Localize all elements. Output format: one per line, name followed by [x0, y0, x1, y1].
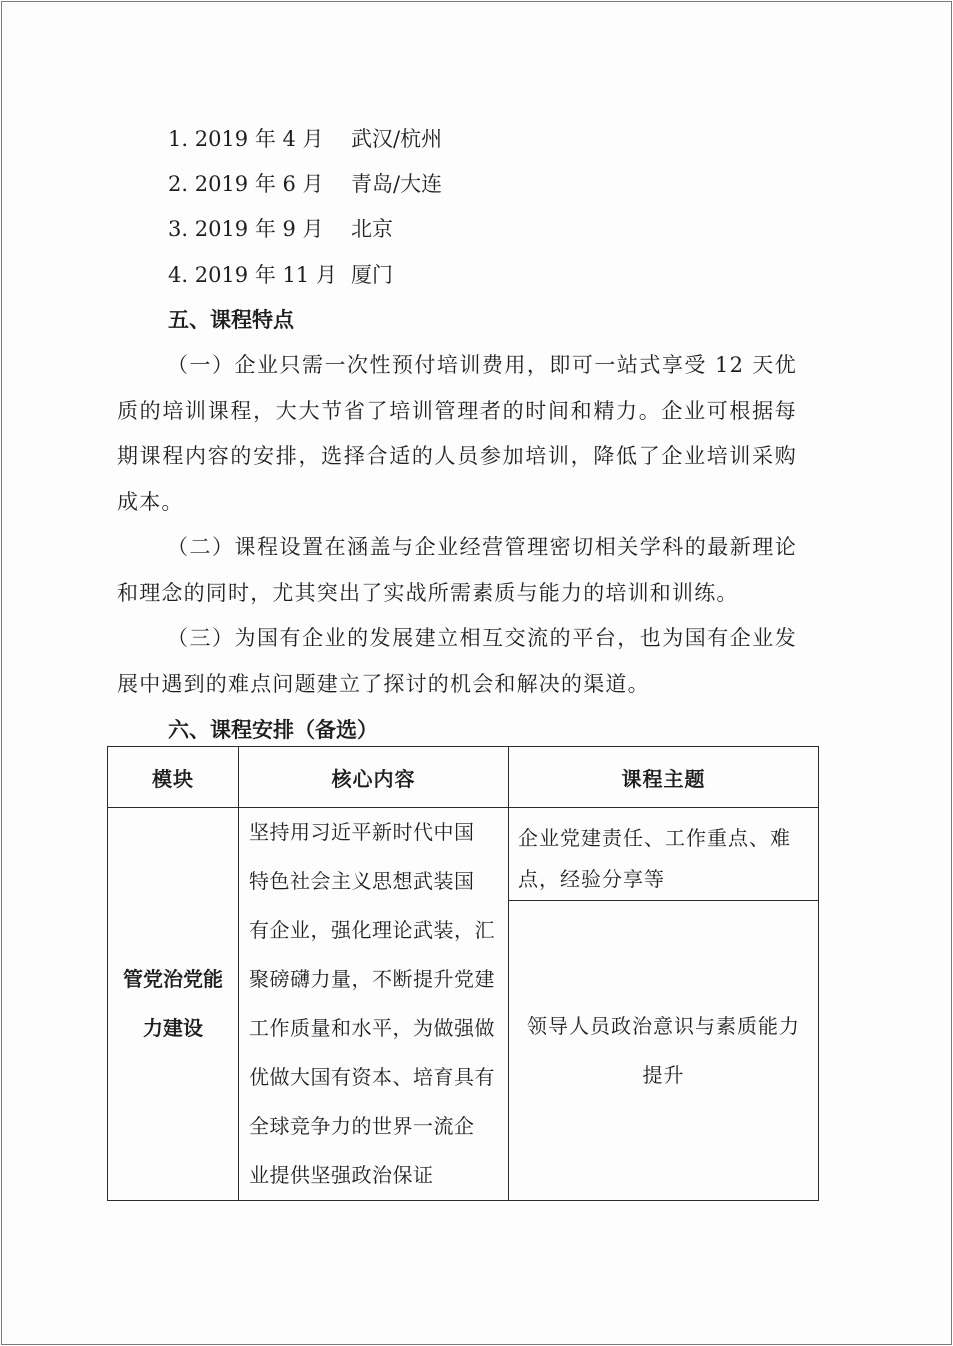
core-line: 业提供坚强政治保证	[249, 1163, 434, 1187]
section-6-heading: 六、课程安排（备选）	[168, 718, 378, 742]
schedule-item-1	[168, 124, 442, 154]
table-header-course-topic: 课程主题	[509, 747, 819, 808]
schedule-date: 3. 2019 年 9 月	[168, 217, 324, 241]
module-cell	[108, 808, 239, 1201]
course-topic-cell-2	[509, 901, 819, 1201]
topic-line: 提升	[642, 1062, 685, 1087]
schedule-item-4	[168, 260, 393, 290]
schedule-city: 北京	[351, 217, 393, 241]
schedule-city: 武汉/杭州	[351, 127, 443, 151]
core-line: 工作质量和水平，为做强做	[249, 1016, 495, 1040]
feature-paragraph-2: （二）课程设置在涵盖与企业经营管理密切相关学科的最新理论和理念的同时，尤其突出了实战所需素质与能力的培训和训练。	[117, 535, 797, 605]
schedule-city: 厦门	[351, 263, 393, 287]
core-line: 优做大国有资本、培育具有	[249, 1065, 495, 1089]
core-line: 坚持用习近平新时代中国	[249, 820, 475, 844]
schedule-date: 1. 2019 年 4 月	[168, 127, 324, 151]
table-header-core-content: 核心内容	[239, 747, 509, 808]
section-5-heading: 五、课程特点	[168, 308, 294, 332]
module-line: 管党治党能	[123, 967, 223, 991]
core-line: 聚磅礴力量，不断提升党建	[249, 967, 495, 991]
schedule-item-2	[168, 169, 442, 199]
feature-paragraph-3: （三）为国有企业的发展建立相互交流的平台，也为国有企业发展中遇到的难点问题建立了探讨的机会和解决的渠道。	[117, 626, 797, 696]
course-schedule-table	[107, 746, 819, 1201]
core-line: 特色社会主义思想武装国	[249, 869, 475, 893]
schedule-city: 青岛/大连	[351, 172, 443, 196]
course-topic-cell-1: 企业党建责任、工作重点、难点，经验分享等	[509, 808, 819, 901]
schedule-item-3	[168, 214, 393, 244]
core-content-cell	[239, 808, 509, 1201]
schedule-date: 4. 2019 年 11 月	[168, 263, 337, 287]
core-line: 有企业，强化理论武装，汇	[249, 918, 495, 942]
feature-paragraph-1: （一）企业只需一次性预付培训费用，即可一站式享受 12 天优质的培训课程，大大节省了培训管理者的时间和精力。企业可根据每期课程内容的安排，选择合适的人员参加培训，降低了企业培训采购成本。	[117, 353, 797, 514]
schedule-date: 2. 2019 年 6 月	[168, 172, 324, 196]
table-header-module: 模块	[108, 747, 239, 808]
topic-line: 领导人员政治意识与素质能力	[527, 1013, 800, 1038]
module-line: 力建设	[143, 1016, 203, 1040]
core-line: 全球竞争力的世界一流企	[249, 1114, 475, 1138]
